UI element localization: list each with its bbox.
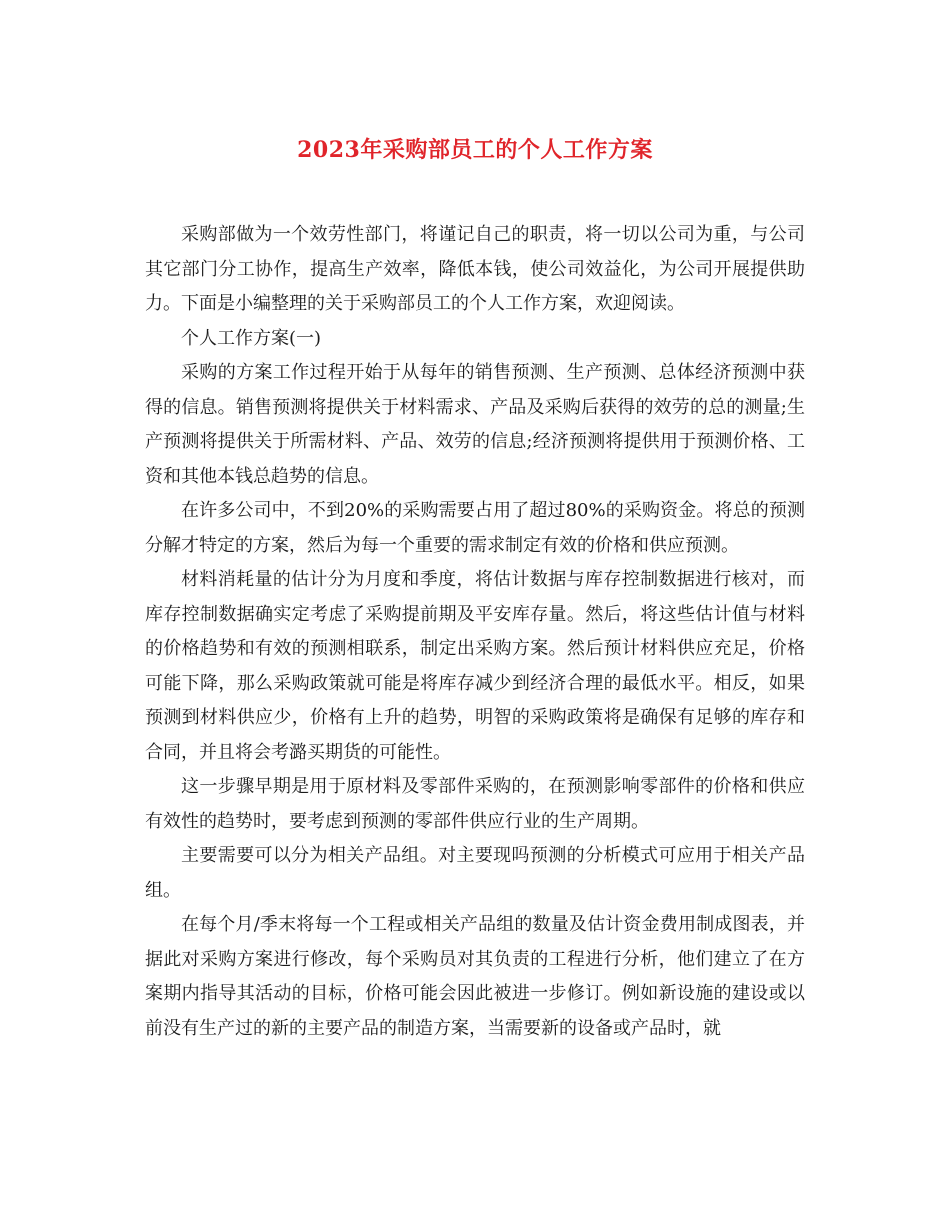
paragraph: 在许多公司中，不到20%的采购需要占用了超过80%的采购资金。将总的预测分解才特定的方案，然后为每一个重要的需求制定有效的价格和供应预测。 xyxy=(145,500,805,556)
document-title: 2023年采购部员工的个人工作方案 xyxy=(297,137,653,163)
paragraph: 采购的方案工作过程开始于从每年的销售预测、生产预测、总体经济预测中获得的信息。销售预测将提供关于材料需求、产品及采购后获得的效劳的总的测量;生产预测将提供关于所需材料、产品、效劳的信息;经济预测将提供用于预测价格、工资和其他本钱总趋势的信息。 xyxy=(145,362,805,487)
section-heading: 个人工作方案(一) xyxy=(181,327,322,349)
paragraph: 这一步骤早期是用于原材料及零部件采购的，在预测影响零部件的价格和供应有效性的趋势时，要考虑到预测的零部件供应行业的生产周期。 xyxy=(145,776,805,832)
paragraph: 在每个月/季末将每一个工程或相关产品组的数量及估计资金费用制成图表，并据此对采购方案进行修改，每个采购员对其负责的工程进行分析，他们建立了在方案期内指导其活动的目标，价格可能会因此被进一步修订。例如新设施的建设或以前没有生产过的新的主要产品的制造方案，当需要新的设备或产品时，就 xyxy=(145,914,805,1039)
paragraph: 材料消耗量的估计分为月度和季度，将估计数据与库存控制数据进行核对，而库存控制数据确实定考虑了采购提前期及平安库存量。然后，将这些估计值与材料的价格趋势和有效的预测相联系，制定出采购方案。然后预计材料供应充足，价格可能下降，那么采购政策就可能是将库存减少到经济合理的最低水平。相反，如果预测到材料供应少，价格有上升的趋势，明智的采购政策将是确保有足够的库存和合同，并且将会考潞买期货的可能性。 xyxy=(145,569,805,763)
paragraph: 采购部做为一个效劳性部门，将谨记自己的职责，将一切以公司为重，与公司其它部门分工协作，提高生产效率，降低本钱，使公司效益化，为公司开展提供助力。下面是小编整理的关于采购部员工的个人工作方案，欢迎阅读。 xyxy=(145,224,805,314)
paragraph: 主要需要可以分为相关产品组。对主要现吗预测的分析模式可应用于相关产品组。 xyxy=(145,845,805,901)
document-body xyxy=(145,218,805,1046)
